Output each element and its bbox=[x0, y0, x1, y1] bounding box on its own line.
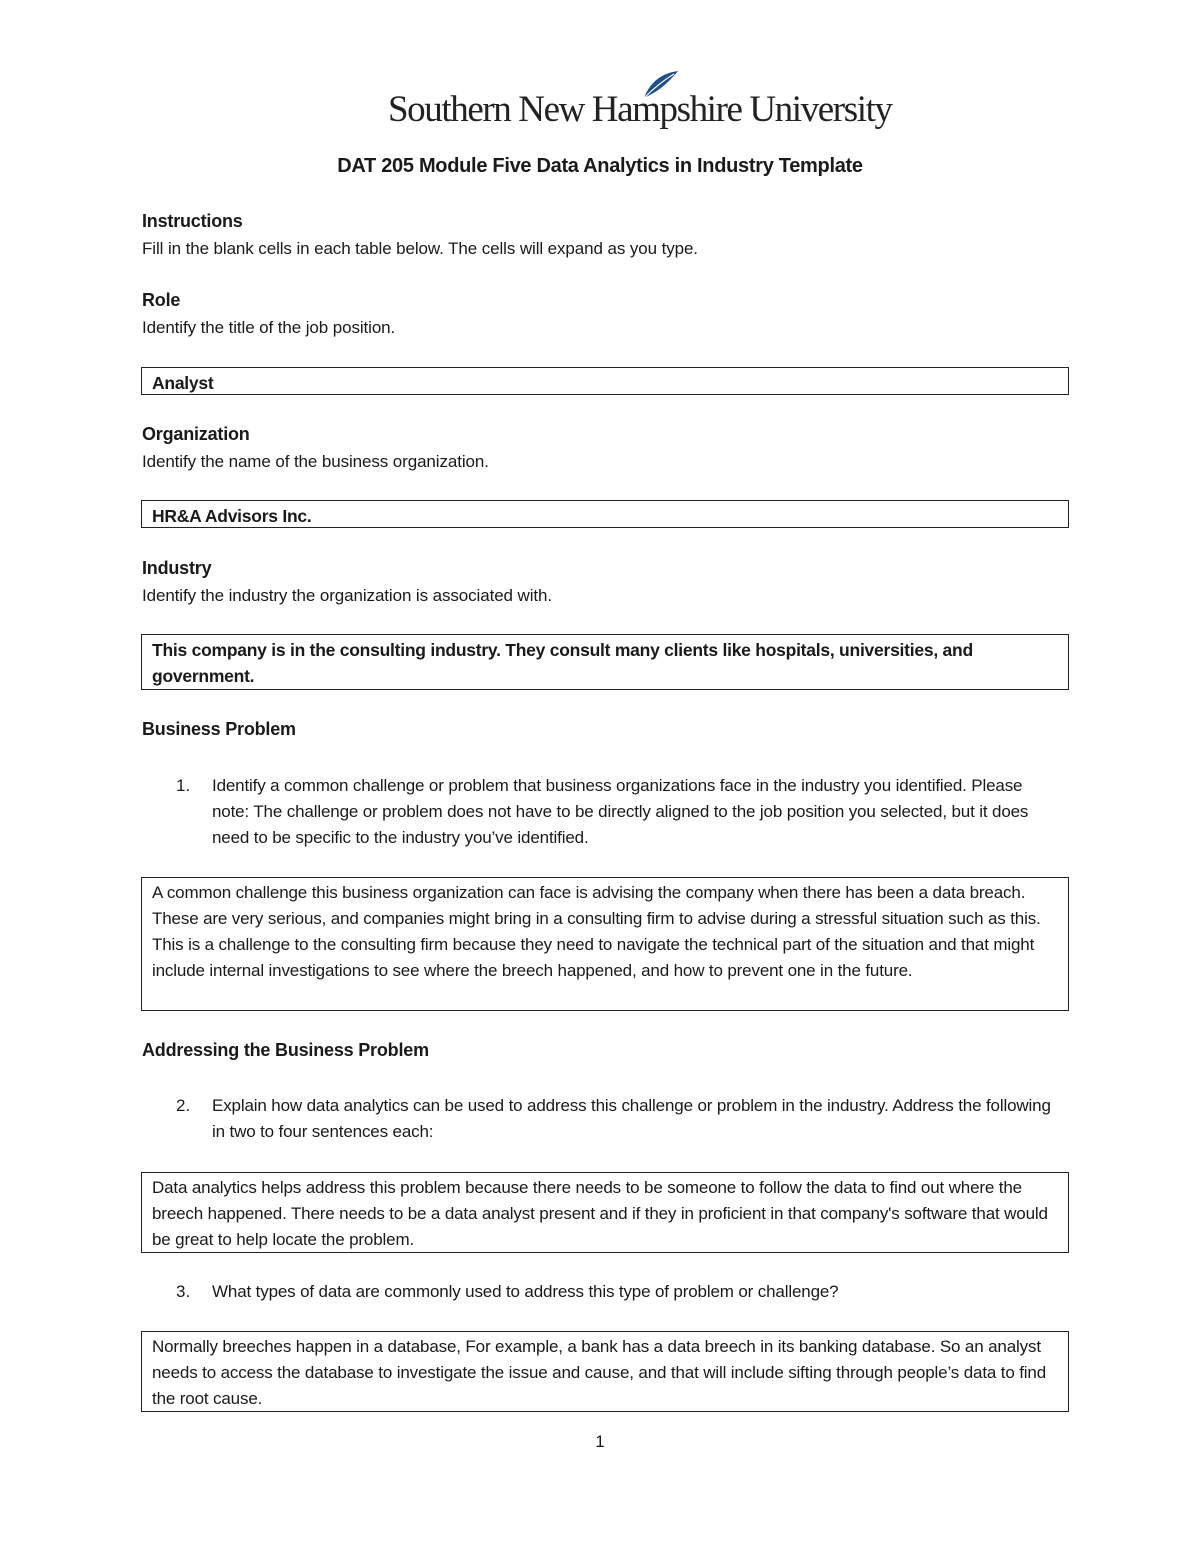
question-1-text: Identify a common challenge or problem that business organizations face in the industry you identified. Please note: The challenge or problem does not have to be directly aligned to the job position you selected, but it does need to be specific to the industry you’ve identified. bbox=[212, 776, 1029, 847]
organization-prompt: Identify the name of the business organization. bbox=[142, 452, 489, 471]
industry-heading: Industry bbox=[142, 558, 212, 578]
role-heading: Role bbox=[142, 290, 181, 310]
business-problem-heading: Business Problem bbox=[142, 719, 296, 739]
role-answer-cell[interactable]: Analyst bbox=[141, 367, 1069, 395]
addressing-heading: Addressing the Business Problem bbox=[142, 1040, 429, 1060]
organization-answer-cell[interactable]: HR&A Advisors Inc. bbox=[141, 500, 1069, 528]
question-2-text: Explain how data analytics can be used to address this challenge or problem in the industry. Address the following in two to four sentences each: bbox=[212, 1096, 1051, 1141]
instructions-text: Fill in the blank cells in each table below. The cells will expand as you type. bbox=[142, 239, 698, 258]
question-3-text: What types of data are commonly used to address this type of problem or challenge? bbox=[212, 1282, 839, 1301]
question-3-answer-cell[interactable]: Normally breeches happen in a database, For example, a bank has a data breech in its banking database. So an analyst needs to access the database to investigate the issue and cause, and that will include sifting through people’s data to find the root cause. bbox=[141, 1331, 1069, 1412]
organization-heading: Organization bbox=[142, 424, 250, 444]
document-title: DAT 205 Module Five Data Analytics in Industry Template bbox=[337, 155, 863, 177]
question-1-number: 1. bbox=[176, 776, 191, 795]
role-prompt: Identify the title of the job position. bbox=[142, 318, 396, 337]
instructions-heading: Instructions bbox=[142, 211, 243, 231]
question-2-number: 2. bbox=[176, 1096, 191, 1115]
question-1-answer-cell[interactable]: A common challenge this business organization can face is advising the company when there has been a data breach. These are very serious, and companies might bring in a consulting firm to advise during a stressful situation such as this. This is a challenge to the consulting firm because they need to navigate the technical part of the situation and that might include internal investigations to see where the breech happened, and how to prevent one in the future. bbox=[141, 877, 1069, 1011]
university-logo bbox=[388, 70, 892, 136]
industry-answer-cell[interactable]: This company is in the consulting industry. They consult many clients like hospitals, universities, and government. bbox=[141, 634, 1069, 690]
university-name: Southern New Hampshire University bbox=[388, 89, 892, 130]
question-3-number: 3. bbox=[176, 1282, 191, 1301]
question-2-answer-cell[interactable]: Data analytics helps address this problem because there needs to be someone to follow the data to find out where the breech happened. There needs to be a data analyst present and if they in proficient in that company's software that would be great to help locate the problem. bbox=[141, 1172, 1069, 1253]
industry-prompt: Identify the industry the organization is associated with. bbox=[142, 586, 552, 605]
page-number: 1 bbox=[595, 1432, 605, 1451]
